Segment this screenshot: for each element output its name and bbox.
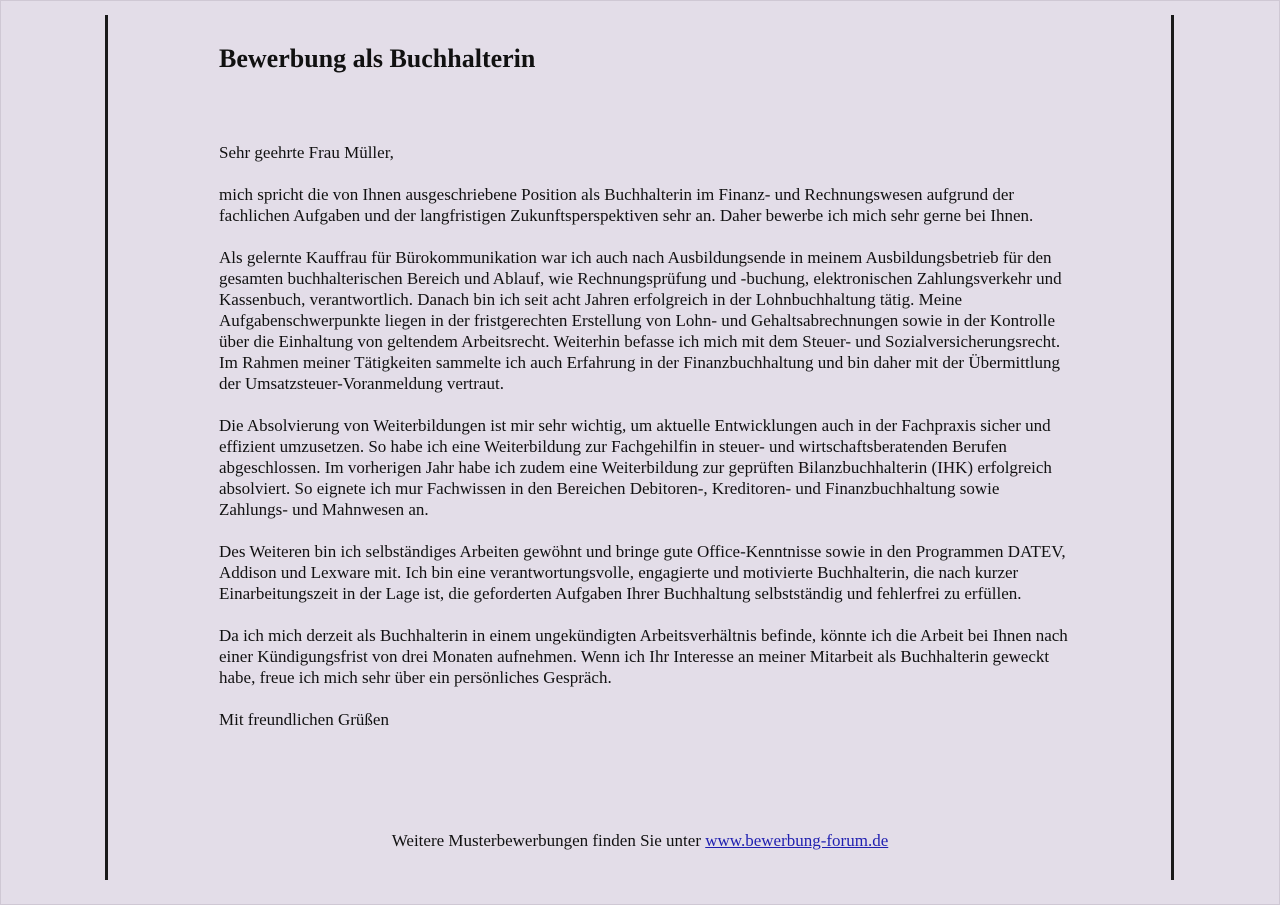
footer-link[interactable]: www.bewerbung-forum.de: [705, 831, 889, 850]
paragraph-availability: Da ich mich derzeit als Buchhalterin in einem ungekündigten Arbeitsverhältnis befinde, könnte ich die Arbeit bei Ihnen nach einer Kündigungsfrist von drei Monaten aufnehmen. Wenn ich Ihr Interesse an meiner Mitarbeit als Buchhalterin geweckt habe, freue ich mich sehr über ein persönliches Gespräch.: [219, 626, 1068, 687]
paragraph-training: Die Absolvierung von Weiterbildungen ist mir sehr wichtig, um aktuelle Entwicklungen auch in der Fachpraxis sicher und effizient umzusetzen. So habe ich eine Weiterbildung zur Fachgehilfin in steuer- und wirtschaftsberatenden Berufen abgeschlossen. Im vorherigen Jahr habe ich zudem eine Weiterbildung zur geprüften Bilanzbuchhalterin (IHK) erfolgreich absolviert. So eignete ich mur Fachwissen in den Bereichen Debitoren-, Kreditoren- und Finanzbuchhaltung sowie Zahlungs- und Mahnwesen an.: [219, 416, 1052, 519]
right-margin-rule: [1171, 15, 1174, 880]
paragraph-intro: mich spricht die von Ihnen ausgeschriebene Position als Buchhalterin im Finanz- und Rechnungswesen aufgrund der fachlichen Aufgaben und der langfristigen Zukunftsperspektiven sehr an. Daher bewerbe ich mich sehr gerne bei Ihnen.: [219, 185, 1034, 225]
letter-content: [219, 40, 1069, 730]
footer-note: [0, 830, 1280, 851]
letter-title: Bewerbung als Buchhalterin: [219, 44, 536, 73]
letter-closing: Mit freundlichen Grüßen: [219, 710, 389, 729]
letter-greeting: Sehr geehrte Frau Müller,: [219, 143, 394, 162]
paragraph-skills: Des Weiteren bin ich selbständiges Arbeiten gewöhnt und bringe gute Office-Kenntnisse sowie in den Programmen DATEV, Addison und Lexware mit. Ich bin eine verantwortungsvolle, engagierte und motivierte Buchhalterin, die nach kurzer Einarbeitungszeit in der Lage ist, die geforderten Aufgaben Ihrer Buchhaltung selbstständig und fehlerfrei zu erfüllen.: [219, 542, 1066, 603]
footer-text: Weitere Musterbewerbungen finden Sie unter: [391, 831, 701, 850]
left-margin-rule: [105, 15, 108, 880]
paragraph-experience: Als gelernte Kauffrau für Bürokommunikation war ich auch nach Ausbildungsende in meinem Ausbildungsbetrieb für den gesamten buchhalterischen Bereich und Ablauf, wie Rechnungsprüfung und -buchung, elektronischen Zahlungsverkehr und Kassenbuch, verantwortlich. Danach bin ich seit acht Jahren erfolgreich in der Lohnbuchhaltung tätig. Meine Aufgabenschwerpunkte liegen in der fristgerechten Erstellung von Lohn- und Gehaltsabrechnungen sowie in der Kontrolle über die Einhaltung von geltendem Arbeitsrecht. Weiterhin befasse ich mich mit dem Steuer- und Sozialversicherungsrecht. Im Rahmen meiner Tätigkeiten sammelte ich auch Erfahrung in der Finanzbuchhaltung und bin daher mit der Übermittlung der Umsatzsteuer-Voranmeldung vertraut.: [219, 248, 1062, 393]
